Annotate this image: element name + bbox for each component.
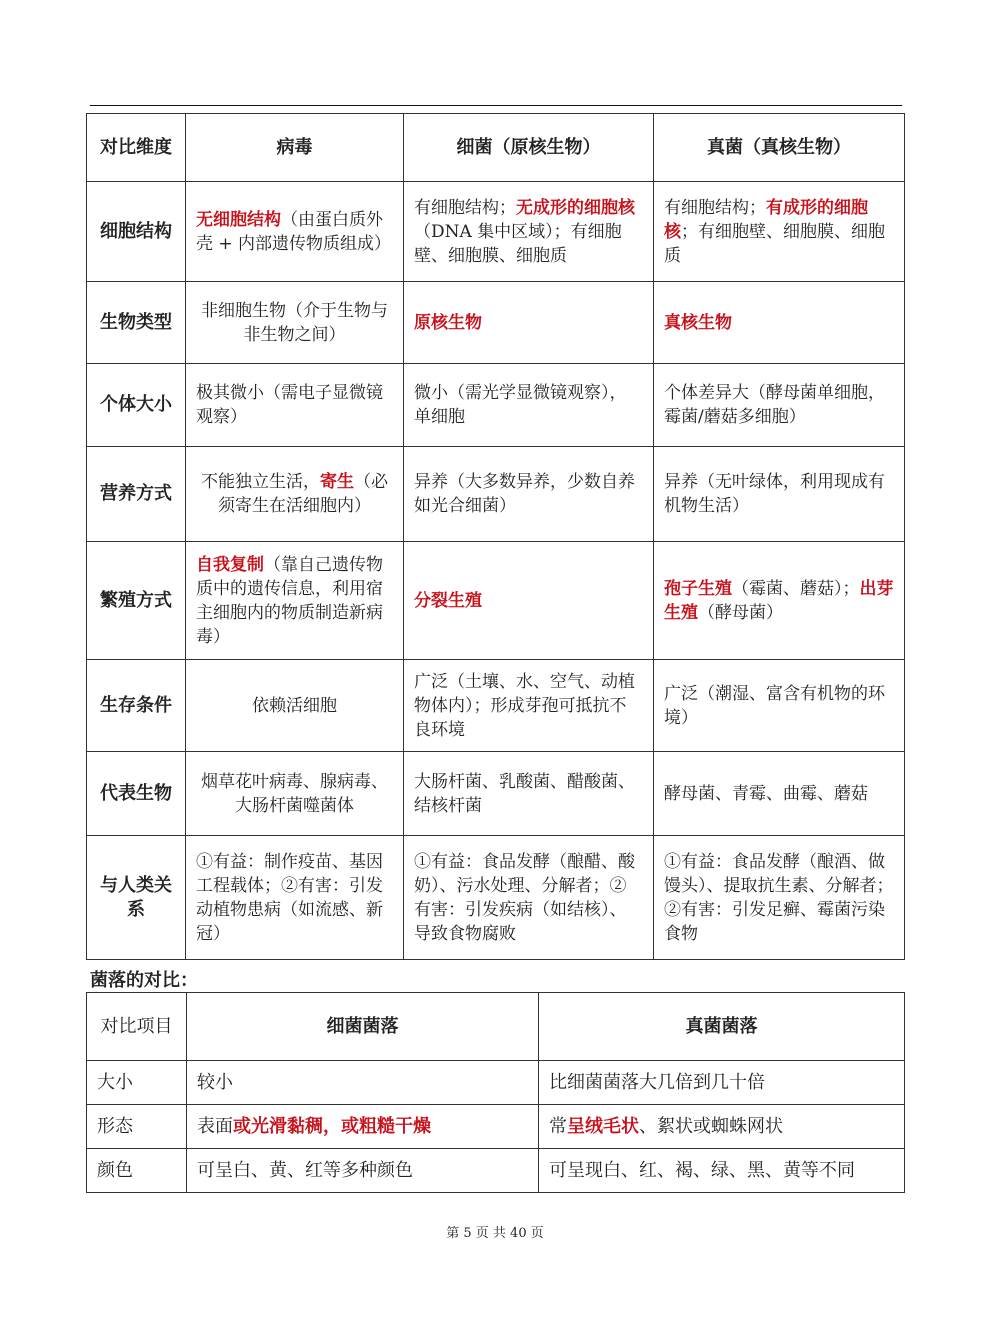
highlight-text: 无成形的细胞核 [516,197,635,218]
cell-text: 可呈现白、红、褐、绿、黑、黄等不同 [549,1159,855,1181]
cell-text: 非细胞生物（介于生物与非生物之间） [201,300,388,345]
bacteria-cell [404,364,654,447]
highlight-text: 寄生 [320,472,354,492]
cell-text: ；有细胞壁、细胞膜、细胞质 [664,221,885,266]
virus-cell [186,542,404,660]
bacteria-cell [404,282,654,364]
cell-text: ①有益：食品发酵（酿醋、酸奶）、污水处理、分解者；②有害：引发疾病（如结核）、导致食物腐败 [414,851,635,944]
cell-text: （由蛋白质外壳 + 内部遗传物质组成） [196,209,392,254]
colony-item-cell: 形态 [87,1105,187,1149]
virus-cell [186,836,404,960]
cell-text: 常 [549,1115,567,1137]
colony-row [87,1061,905,1105]
virus-cell [186,282,404,364]
highlight-text: 或光滑黏稠，或粗糙干燥 [233,1115,431,1137]
cell-text: （酵母菌） [698,602,783,623]
cell-text: 广泛（土壤、水、空气、动植物体内）；形成芽孢可抵抗不良环境 [414,671,635,740]
cell-text: 比细菌菌落大几倍到几十倍 [549,1071,765,1093]
bacteria-cell [404,182,654,282]
table-row [87,752,905,836]
dimension-cell: 营养方式 [87,447,186,542]
colony-header-fungi: 真菌菌落 [539,993,905,1061]
cell-text: 可呈白、黄、红等多种颜色 [197,1159,413,1181]
bacteria-cell [404,447,654,542]
cell-text: 依赖活细胞 [252,695,337,716]
cell-text: （必须寄生在活细胞内） [218,472,388,516]
header-virus: 病毒 [186,114,404,182]
cell-text: 有细胞结构； [664,197,766,218]
dimension-cell: 生存条件 [87,660,186,752]
colony-section-title: 菌落的对比： [90,970,198,991]
colony-header-item: 对比项目 [87,993,187,1061]
highlight-text: 分裂生殖 [414,590,482,611]
dimension-cell: 与人类关系 [87,836,186,960]
virus-cell [186,182,404,282]
cell-text: 、絮状或蜘蛛网状 [639,1115,783,1137]
colony-header-row [87,993,905,1061]
dimension-cell: 繁殖方式 [87,542,186,660]
header-bacteria: 细菌（原核生物） [404,114,654,182]
fungi-cell [654,182,905,282]
colony-fungi-cell [539,1061,905,1105]
header-rule [90,105,902,106]
organism-comparison-table [86,113,905,960]
table-row [87,836,905,960]
cell-text: 广泛（潮湿、富含有机物的环境） [664,683,885,728]
table-row [87,447,905,542]
table-row [87,182,905,282]
cell-text: 有细胞结构； [414,197,516,218]
cell-text: （靠自己遗传物质中的遗传信息，利用宿主细胞内的物质制造新病毒） [196,554,383,647]
fungi-cell [654,542,905,660]
cell-text: 异养（大多数异养，少数自养如光合细菌） [414,472,635,516]
cell-text: 异养（无叶绿体，利用现成有机物生活） [664,472,885,516]
page-footer: 第 5 页 共 40 页 [446,1226,544,1241]
highlight-text: 出芽生殖 [664,578,894,623]
highlight-text: 呈绒毛状 [567,1115,639,1137]
dimension-cell: 细胞结构 [87,182,186,282]
bacteria-cell [404,660,654,752]
highlight-text: 有成形的细胞核 [664,197,868,242]
cell-text: 表面 [197,1115,233,1137]
dimension-cell: 生物类型 [87,282,186,364]
colony-row [87,1105,905,1149]
cell-text: 个体差异大（酵母菌单细胞，霉菌/蘑菇多细胞） [664,383,885,427]
header-row [87,114,905,182]
highlight-text: 孢子生殖 [664,578,732,599]
dimension-cell: 代表生物 [87,752,186,836]
header-fungi: 真菌（真核生物） [654,114,905,182]
virus-cell [186,364,404,447]
table-row [87,542,905,660]
cell-text: 微小（需光学显微镜观察），单细胞 [414,383,627,427]
cell-text: ①有益：食品发酵（酿酒、做馒头）、提取抗生素、分解者；②有害：引发足癣、霉菌污染食物 [664,851,894,944]
cell-text: ①有益：制作疫苗、基因工程载体；②有害：引发动植物患病（如流感、新冠） [196,851,383,944]
colony-header-bacteria: 细菌菌落 [187,993,539,1061]
highlight-text: 自我复制 [196,554,264,575]
cell-text: 极其微小（需电子显微镜观察） [196,383,383,427]
table-row [87,364,905,447]
highlight-text: 原核生物 [414,312,482,333]
cell-text: 较小 [197,1071,233,1093]
colony-fungi-cell [539,1149,905,1193]
colony-row [87,1149,905,1193]
virus-cell [186,660,404,752]
colony-bacteria-cell [187,1149,539,1193]
fungi-cell [654,447,905,542]
dimension-cell: 个体大小 [87,364,186,447]
virus-cell [186,752,404,836]
fungi-cell [654,752,905,836]
cell-text: 大肠杆菌、乳酸菌、醋酸菌、结核杆菌 [414,771,635,816]
fungi-cell [654,660,905,752]
bacteria-cell [404,542,654,660]
fungi-cell [654,836,905,960]
virus-cell [186,447,404,542]
table-row [87,282,905,364]
colony-bacteria-cell [187,1105,539,1149]
colony-item-cell: 颜色 [87,1149,187,1193]
cell-text: 烟草花叶病毒、腺病毒、大肠杆菌噬菌体 [201,771,388,816]
cell-text: （DNA 集中区域）；有细胞壁、细胞膜、细胞质 [414,221,622,266]
bacteria-cell [404,752,654,836]
cell-text: 酵母菌、青霉、曲霉、蘑菇 [664,783,868,804]
cell-text: 不能独立生活， [201,472,320,492]
fungi-cell [654,364,905,447]
highlight-text: 真核生物 [664,312,732,333]
fungi-cell [654,282,905,364]
header-dimension: 对比维度 [87,114,186,182]
table-row [87,660,905,752]
highlight-text: 无细胞结构 [196,209,281,230]
colony-comparison-table [86,992,905,1193]
bacteria-cell [404,836,654,960]
colony-item-cell: 大小 [87,1061,187,1105]
colony-fungi-cell [539,1105,905,1149]
colony-bacteria-cell [187,1061,539,1105]
cell-text: （霉菌、蘑菇）； [732,578,860,599]
